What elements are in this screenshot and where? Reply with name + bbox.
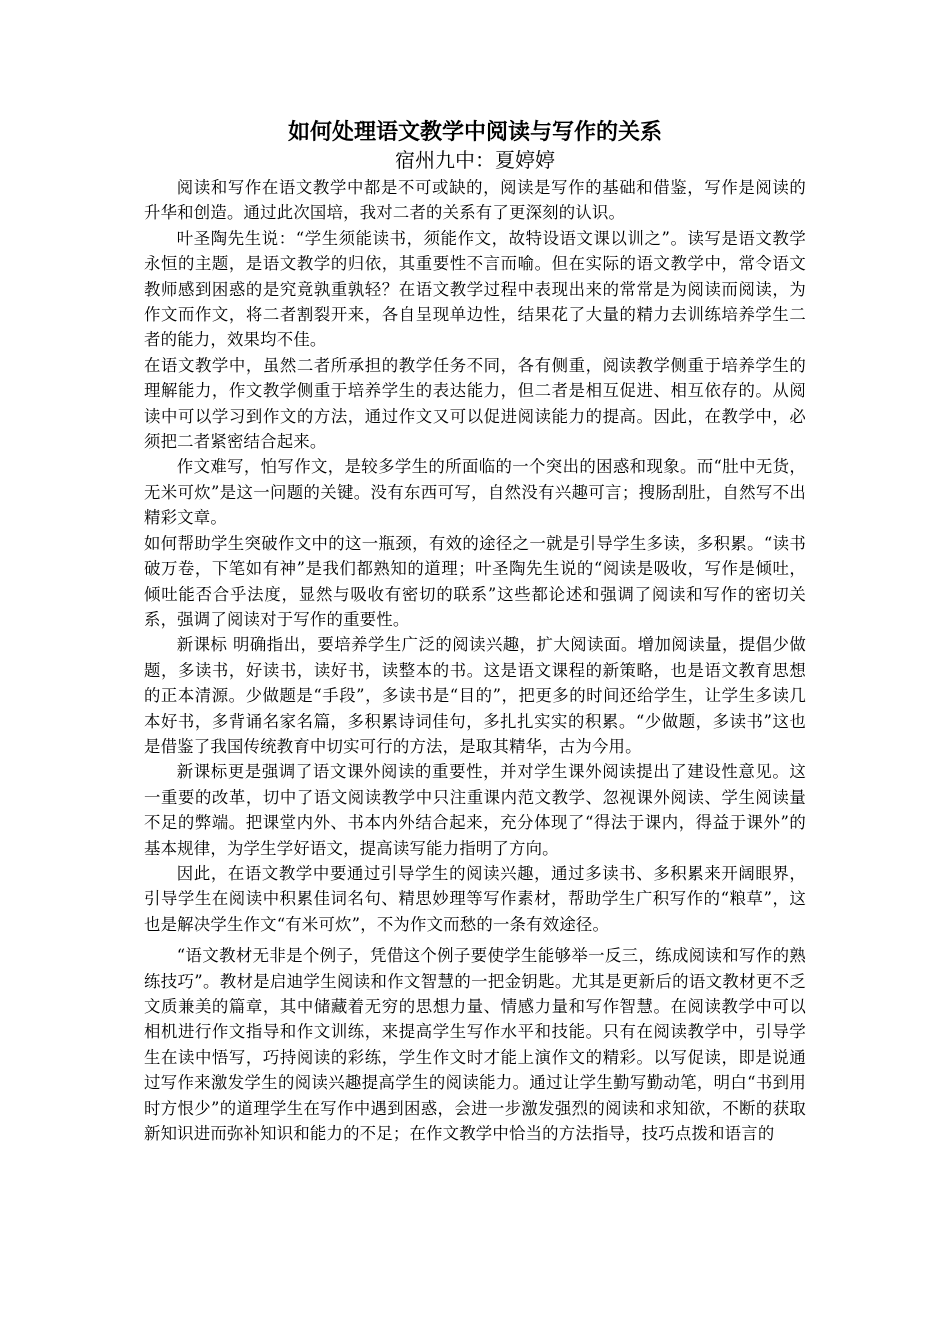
paragraph-5: 如何帮助学生突破作文中的这一瓶颈，有效的途径之一就是引导学生多读，多积累。“读书破万卷，下笔如有神”是我们都熟知的道理；叶圣陶先生说的“阅读是吸收，写作是倾吐，倾吐能否合乎法度，显然与吸收有密切的联系”这些都论述和强调了阅读和写作的密切关系，强调了阅读对于写作的重要性。 xyxy=(144,533,806,629)
paragraph-7: 新课标更是强调了语文课外阅读的重要性，并对学生课外阅读提出了建设性意见。这一重要的改革，切中了语文阅读教学中只注重课内范文教学、忽视课外阅读、学生阅读量不足的弊端。把课堂内外、书本内外结合起来，充分体现了“得法于课内，得益于课外”的基本规律，为学生学好语文，提高读写能力指明了方向。 xyxy=(144,762,806,858)
document-page xyxy=(144,119,806,1146)
paragraph-4: 作文难写，怕写作文，是较多学生的所面临的一个突出的困惑和现象。而“肚中无货，无米可炊”是这一问题的关键。没有东西可写，自然没有兴趣可言；搜肠刮肚，自然写不出精彩文章。 xyxy=(144,457,806,528)
document-author: 宿州九中：夏婷婷 xyxy=(395,148,555,172)
paragraph-1: 阅读和写作在语文教学中都是不可或缺的，阅读是写作的基础和借鉴，写作是阅读的升华和创造。通过此次国培，我对二者的关系有了更深刻的认识。 xyxy=(144,178,806,223)
paragraph-6: 新课标 明确指出，要培养学生广泛的阅读兴趣，扩大阅读面。增加阅读量，提倡少做题，多读书，好读书，读好书，读整本的书。这是语文课程的新策略，也是语文教育思想的正本清源。少做题是“手段”，多读书是“目的”，把更多的时间还给学生，让学生多读几本好书，多背诵名家名篇，多积累诗词佳句，多扎扎实实的积累。“少做题，多读书”这也是借鉴了我国传统教育中切实可行的方法，是取其精华，古为今用。 xyxy=(144,635,806,756)
paragraph-2: 叶圣陶先生说：“学生须能读书，须能作文，故特设语文课以训之”。读写是语文教学永恒的主题，是语文教学的归依，其重要性不言而喻。但在实际的语文教学中，常令语文教师感到困惑的是究竟孰重孰轻？在语文教学过程中表现出来的常常是为阅读而阅读，为作文而作文，将二者割裂开来，各自呈现单边性，结果花了大量的精力去训练培养学生二者的能力，效果均不佳。 xyxy=(144,228,806,350)
paragraph-9: “语文教材无非是个例子，凭借这个例子要使学生能够举一反三，练成阅读和写作的熟练技巧”。教材是启迪学生阅读和作文智慧的一把金钥匙。尤其是更新后的语文教材更不乏文质兼美的篇章，其中储藏着无穷的思想力量、情感力量和写作智慧。在阅读教学中可以相机进行作文指导和作文训练，来提高学生写作水平和技能。只有在阅读教学中，引导学生在读中悟写，巧持阅读的彩练，学生作文时才能上演作文的精彩。以写促读，即是说通过写作来激发学生的阅读兴趣提高学生的阅读能力。通过让学生勤写勤动笔，明白“书到用时方恨少”的道理学生在写作中遇到困惑，会进一步激发强烈的阅读和求知欲，不断的获取新知识进而弥补知识和能力的不足；在作文教学中恰当的方法指导，技巧点拨和语言的 xyxy=(144,946,806,1144)
document-title: 如何处理语文教学中阅读与写作的关系 xyxy=(287,120,662,145)
paragraph-3: 在语文教学中，虽然二者所承担的教学任务不同，各有侧重，阅读教学侧重于培养学生的理解能力，作文教学侧重于培养学生的表达能力，但二者是相互促进、相互依存的。从阅读中可以学习到作文的方法，通过作文又可以促进阅读能力的提高。因此，在教学中，必须把二者紧密结合起来。 xyxy=(144,355,806,452)
paragraph-8: 因此，在语文教学中要通过引导学生的阅读兴趣，通过多读书、多积累来开阔眼界，引导学生在阅读中积累佳词名句、精思妙理等写作素材，帮助学生广积写作的“粮草”，这也是解决学生作文“有米可炊”，不为作文而愁的一条有效途径。 xyxy=(144,863,806,934)
